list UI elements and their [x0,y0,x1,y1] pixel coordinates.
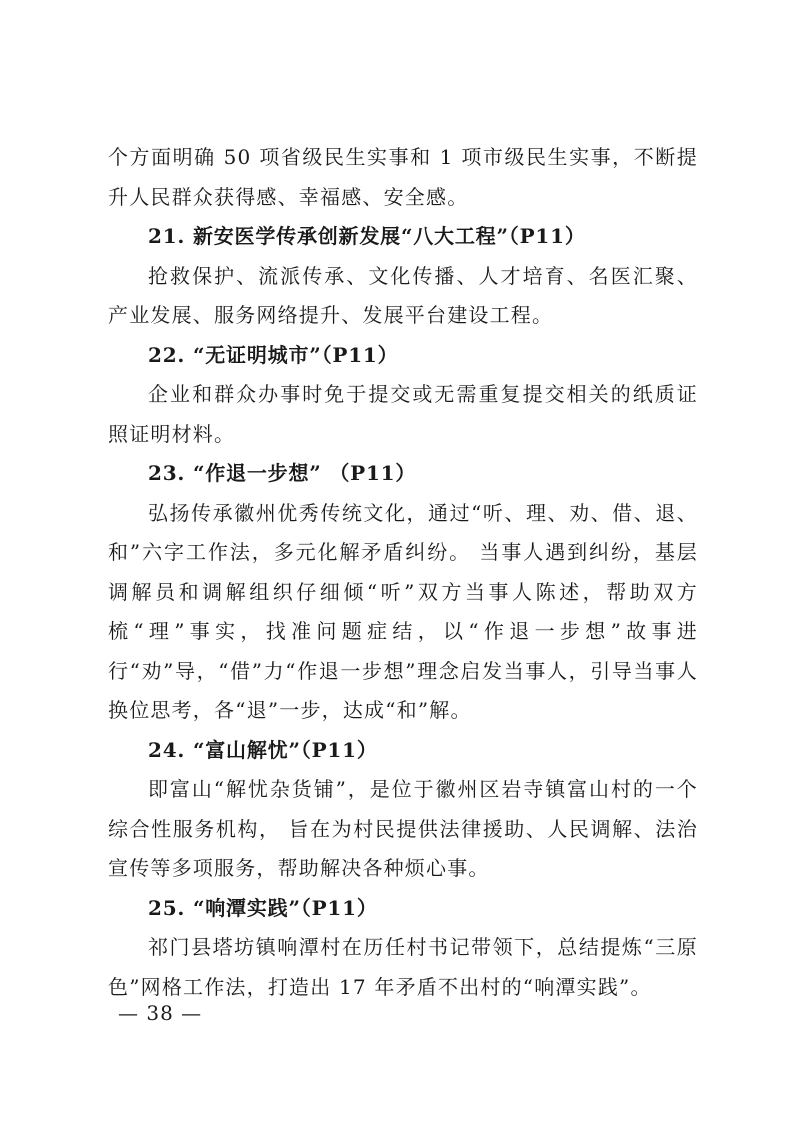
section-22 [108,336,698,455]
page-number: — 38 — [118,1001,203,1025]
section-heading: 24. “富山解忧”（P11） [148,737,378,762]
section-body: 企业和群众办事时免于提交或无需重复提交相关的纸质证照证明材料。 [108,382,698,446]
section-21 [108,217,698,336]
section-body: 即富山“解忧杂货铺”，是位于徽州区岩寺镇富山村的一个综合性服务机构， 旨在为村民提供法律援助、人民调解、法治宣传等多项服务，帮助解决各种烦心事。 [108,777,698,880]
section-body: 抢救保护、流派传承、文化传播、人才培育、名医汇聚、产业发展、服务网络提升、发展平台建设工程。 [108,263,698,327]
section-heading: 23. “作退一步想” （P11） [148,461,417,485]
section-heading: 25. “响潭实践”（P11） [148,895,378,920]
section-25 [108,889,698,1008]
section-body: 弘扬传承徽州优秀传统文化，通过“听、理、劝、借、退、和”六字工作法，多元化解矛盾纠纷。 当事人遇到纠纷，基层调解员和调解组织仔细倾“听”双方当事人陈述，帮助双方梳“理”事实，找准问题症结，以“作退一步想”故事进行“劝”导，“借”力“作退一步想”理念启发当事人，引导当事人换位思考，各“退”一步，达成“和”解。 [108,500,698,722]
section-heading: 21. 新安医学传承创新发展“八大工程”（P11） [148,224,586,248]
section-24 [108,731,698,889]
section-23 [108,454,698,731]
intro-paragraph: 个方面明确 50 项省级民生实事和 1 项市级民生实事，不断提升人民群众获得感、幸福感、安全感。 [108,145,698,209]
document-body [108,138,698,1007]
section-body: 祁门县塔坊镇响潭村在历任村书记带领下，总结提炼“三原色”网格工作法，打造出 17 年矛盾不出村的“响潭实践”。 [108,935,698,999]
section-heading: 22. “无证明城市”（P11） [148,342,399,367]
